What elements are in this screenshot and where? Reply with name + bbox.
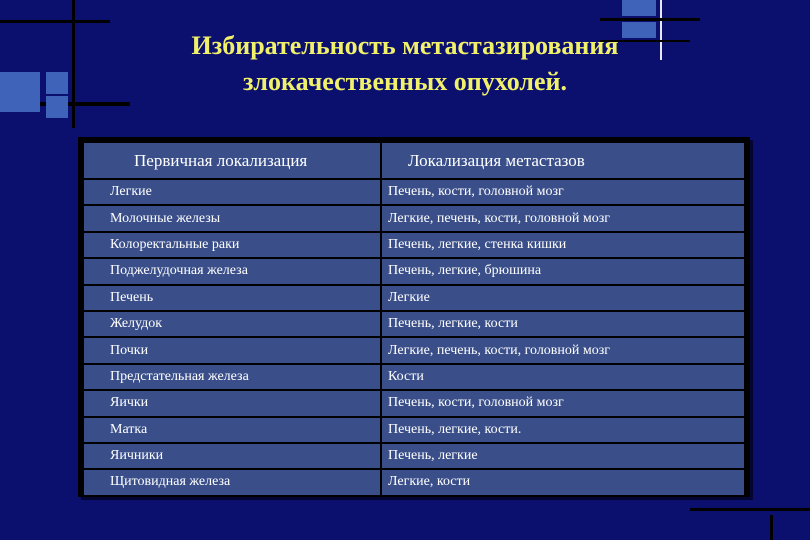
decor-line xyxy=(770,515,773,540)
table-row xyxy=(84,444,744,468)
decor-square xyxy=(46,96,68,118)
primary-cell: Почки xyxy=(84,338,380,362)
table-row xyxy=(84,312,744,336)
metastasis-cell: Печень, легкие, кости. xyxy=(382,418,744,442)
metastasis-cell: Печень, кости, головной мозг xyxy=(382,180,744,204)
header-primary-localization: Первичная локализация xyxy=(84,143,380,178)
decor-line xyxy=(0,20,110,23)
table-row xyxy=(84,418,744,442)
primary-cell: Поджелудочная железа xyxy=(84,259,380,283)
table-row xyxy=(84,338,744,362)
metastasis-cell: Кости xyxy=(382,365,744,389)
primary-cell: Яички xyxy=(84,391,380,415)
metastasis-cell: Легкие, печень, кости, головной мозг xyxy=(382,206,744,230)
metastasis-cell: Печень, легкие, кости xyxy=(382,312,744,336)
metastasis-table xyxy=(82,141,746,497)
table-row xyxy=(84,259,744,283)
table-header-row xyxy=(84,143,744,178)
decor-square xyxy=(622,0,656,16)
page-title xyxy=(120,28,690,100)
table-row xyxy=(84,391,744,415)
decor-line xyxy=(72,0,75,128)
table-row xyxy=(84,470,744,494)
metastasis-cell: Печень, легкие xyxy=(382,444,744,468)
primary-cell: Желудок xyxy=(84,312,380,336)
primary-cell: Легкие xyxy=(84,180,380,204)
table-row xyxy=(84,233,744,257)
decor-line xyxy=(600,18,700,21)
metastasis-cell: Печень, легкие, стенка кишки xyxy=(382,233,744,257)
metastasis-cell: Печень, кости, головной мозг xyxy=(382,391,744,415)
primary-cell: Молочные железы xyxy=(84,206,380,230)
table-row xyxy=(84,180,744,204)
primary-cell: Колоректальные раки xyxy=(84,233,380,257)
header-metastasis-localization: Локализация метастазов xyxy=(382,143,744,178)
decor-square xyxy=(46,72,68,94)
primary-cell: Яичники xyxy=(84,444,380,468)
primary-cell: Щитовидная железа xyxy=(84,470,380,494)
primary-cell: Печень xyxy=(84,286,380,310)
table-row xyxy=(84,286,744,310)
metastasis-table-container xyxy=(78,137,750,497)
decor-line xyxy=(690,508,810,511)
table-row xyxy=(84,206,744,230)
metastasis-cell: Печень, легкие, брюшина xyxy=(382,259,744,283)
metastasis-cell: Легкие, кости xyxy=(382,470,744,494)
title-line-2: злокачественных опухолей. xyxy=(242,67,567,96)
primary-cell: Предстательная железа xyxy=(84,365,380,389)
metastasis-cell: Легкие xyxy=(382,286,744,310)
metastasis-cell: Легкие, печень, кости, головной мозг xyxy=(382,338,744,362)
title-line-1: Избирательность метастазирования xyxy=(191,31,619,60)
primary-cell: Матка xyxy=(84,418,380,442)
decor-square xyxy=(0,72,40,112)
table-row xyxy=(84,365,744,389)
